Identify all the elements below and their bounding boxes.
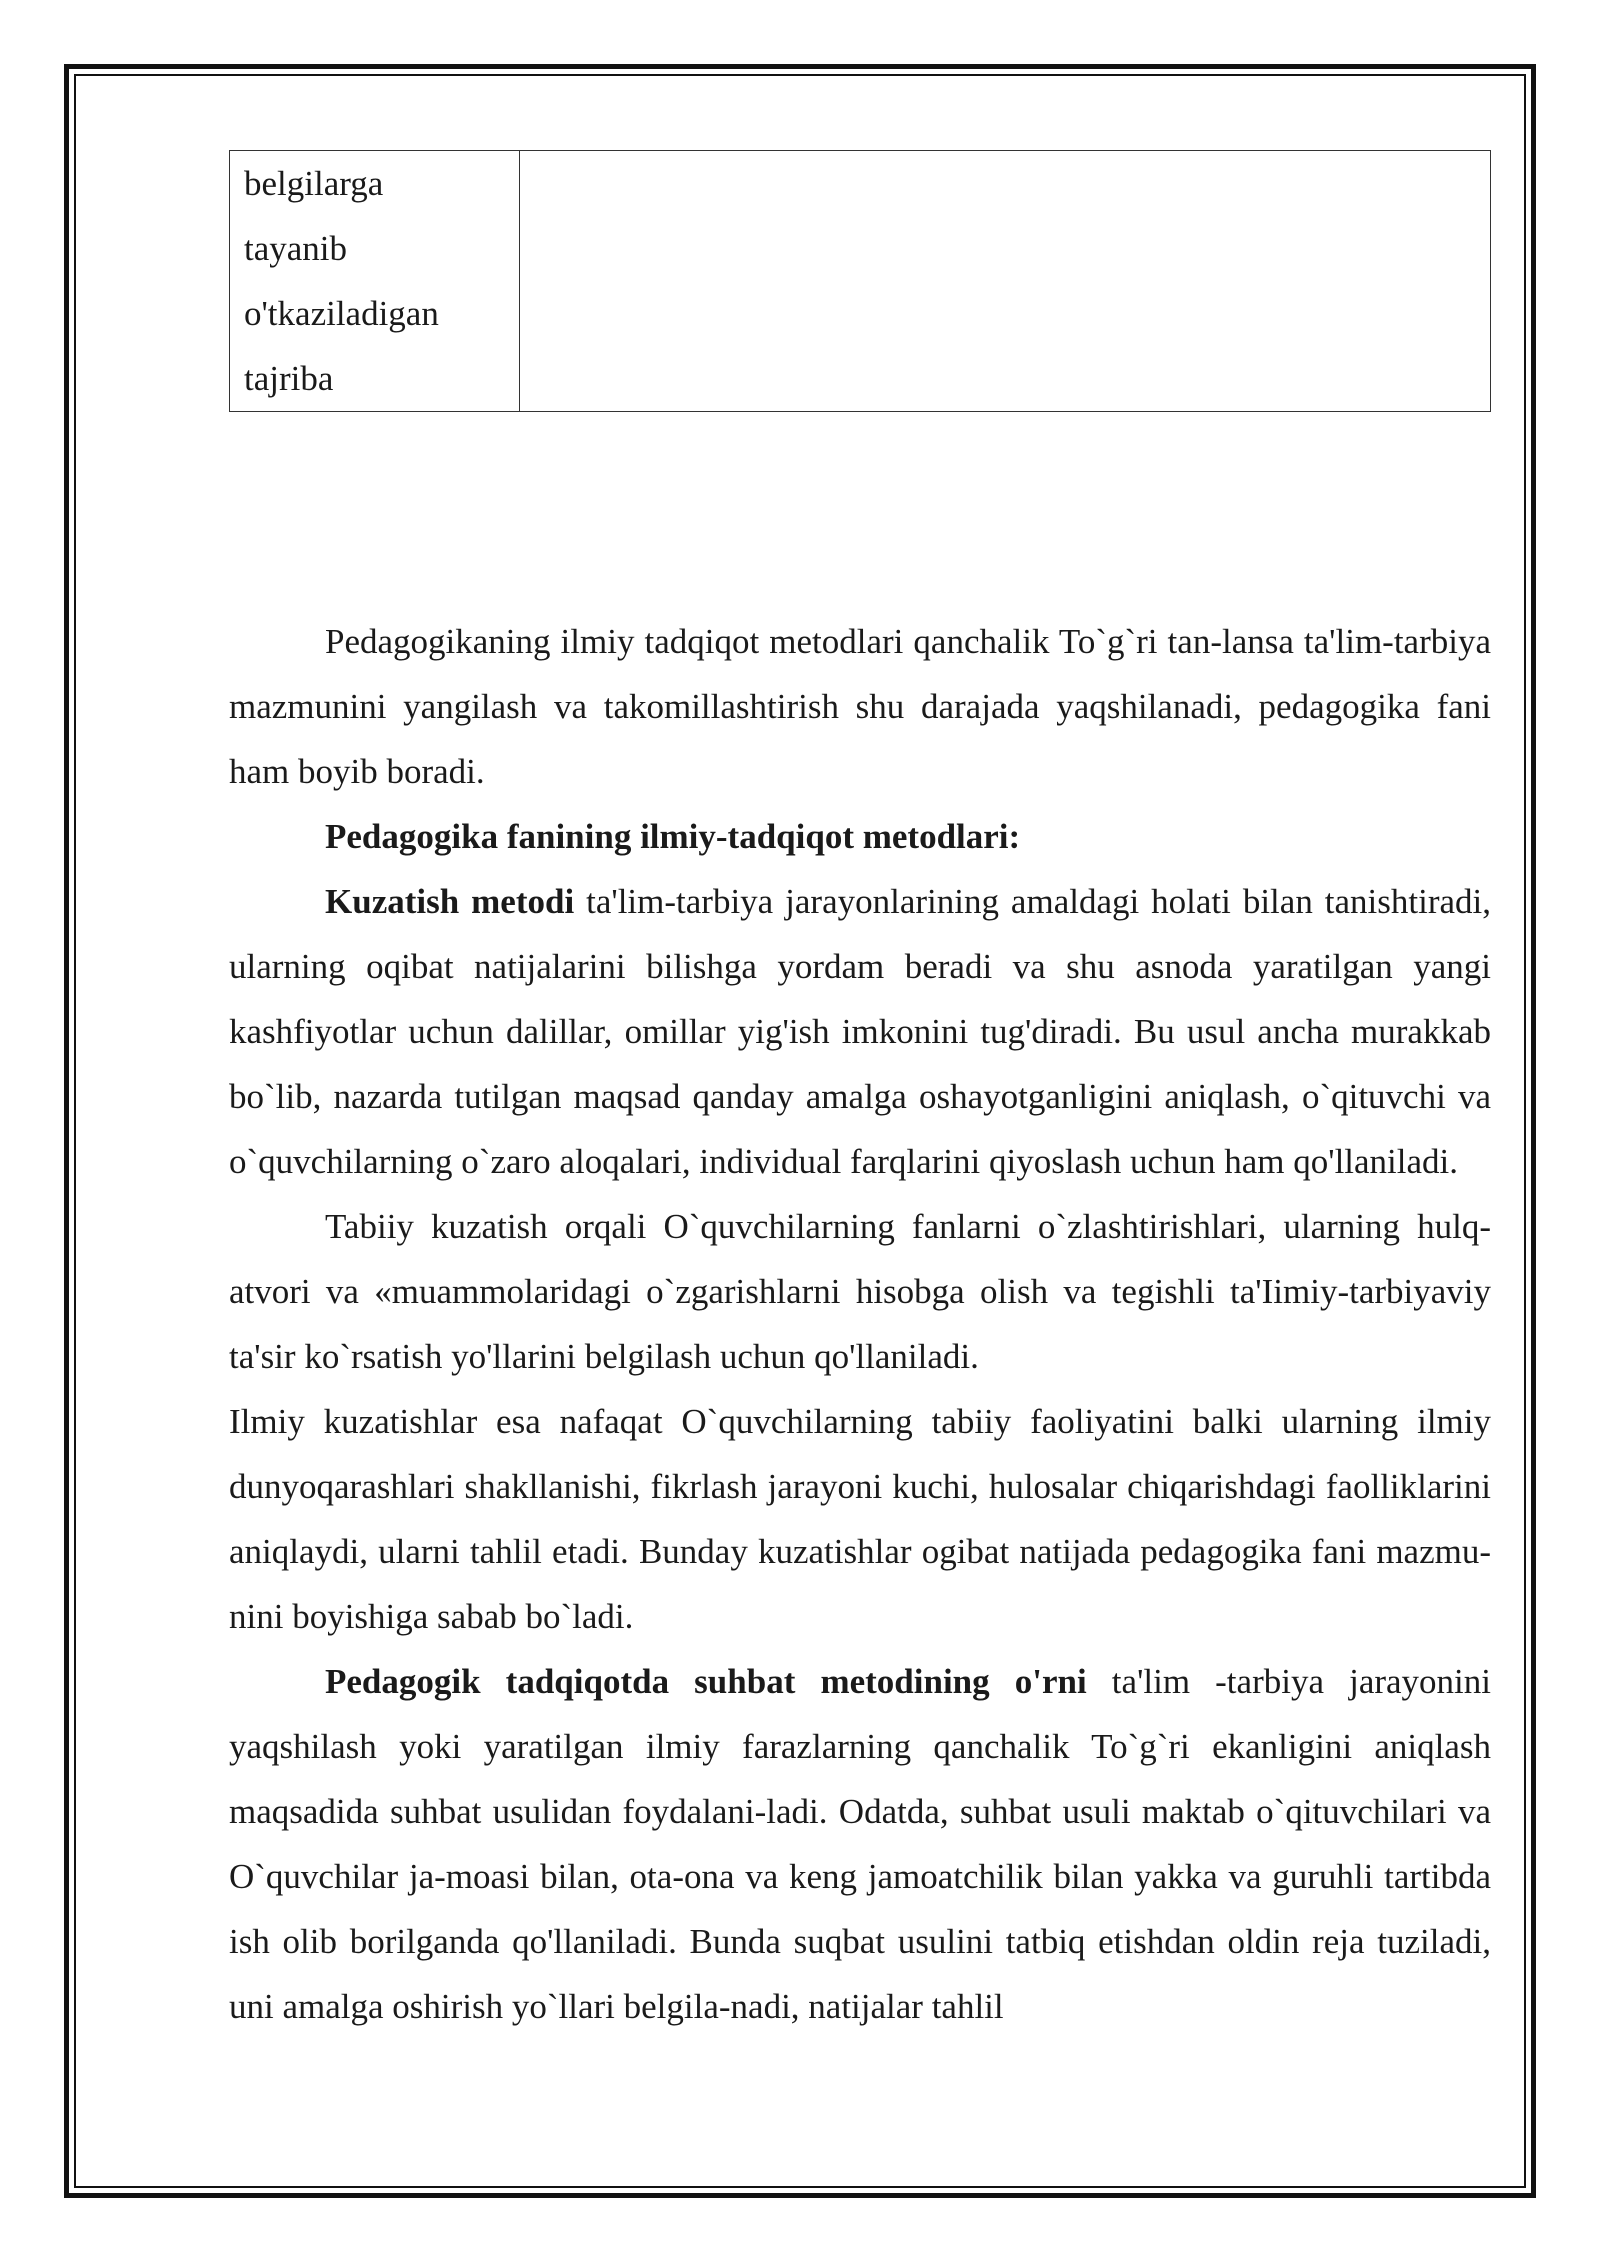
section-heading [229,804,1491,869]
table-cell-line: tayanib [244,229,348,268]
table-row [230,151,1491,412]
spacer [229,412,1491,609]
table-cell-line: tajriba [244,359,334,398]
paragraph-text: ta'lim -tarbiya jarayonini yaqshilash yoki yaratilgan ilmiy farazlarning qanchalik To`g`ri ekanligini aniqlash maqsadida suhbat usulidan foydalani-ladi. Odatda, suhbat usuli maktab o`qituvchilari va O`quvchilar ja-moasi bilan, ota-ona va keng jamoatchilik bilan yakka va guruhli tartibda ish olib borilganda qo'llaniladi. Bunda suqbat usulini tatbiq etishdan oldin reja tuziladi, uni amalga oshirish yo`llari belgila-nadi, natijalar tahlil [229,1662,1491,2026]
paragraph-text: ta'lim-tarbiya jarayonlarining amaldagi holati bilan tanishtiradi, ularning oqibat natijalarini bilishga yordam beradi va shu asnoda yaratilgan yangi kashfiyotlar uchun dalillar, omillar yig'ish imkonini tug'diradi. Bu usul ancha murakkab bo`lib, nazarda tutilgan maqsad qanday amalga oshayotganligini aniqlash, o`qituvchi va o`quvchilarning o`zaro aloqalari, individual farqlarini qiyoslash uchun ham qo'llaniladi. [229,882,1491,1181]
term-observation-method: Kuzatish metodi [325,882,575,921]
table-cell-line: belgilarga [244,164,384,203]
document-body [229,150,1491,2039]
table-cell-left [230,151,520,412]
paragraph-observation [229,869,1491,1194]
table-cell-right [520,151,1491,412]
paragraph-scientific-observation: Ilmiy kuzatishlar esa nafaqat O`quvchilarning tabiiy faoliyatini balki ularning ilmiy dunyoqarashlari shakllanishi, fikrlash jarayoni kuchi, hulosalar chiqarishdagi faolliklarini aniqlaydi, ularni tahlil etadi. Bunday kuzatishlar ogibat natijada pedagogika fani mazmu-nini boyishiga sabab bo`ladi. [229,1402,1491,1636]
continued-table [229,150,1491,412]
paragraph-intro: Pedagogikaning ilmiy tadqiqot metodlari qanchalik To`g`ri tan-lansa ta'lim-tarbiya mazmunini yangilash va takomillashtirish shu darajada yaqshilanadi, pedagogika fani ham boyib boradi. [229,622,1491,791]
term-conversation-method: Pedagogik tadqiqotda suhbat metodining o'rni [325,1662,1087,1701]
table-cell-line: o'tkaziladigan [244,294,439,333]
paragraph-natural-observation: Tabiiy kuzatish orqali O`quvchilarning fanlarni o`zlashtirishlari, ularning hulq-atvori va «muammolaridagi o`zgarishlarni hisobga olish va tegishli ta'Iimiy-tarbiyaviy ta'sir ko`rsatish yo'llarini belgilash uchun qo'llaniladi. [229,1207,1491,1376]
paragraph-conversation-method [229,1649,1491,2039]
heading-text: Pedagogika fanining ilmiy-tadqiqot metodlari: [325,817,1021,856]
